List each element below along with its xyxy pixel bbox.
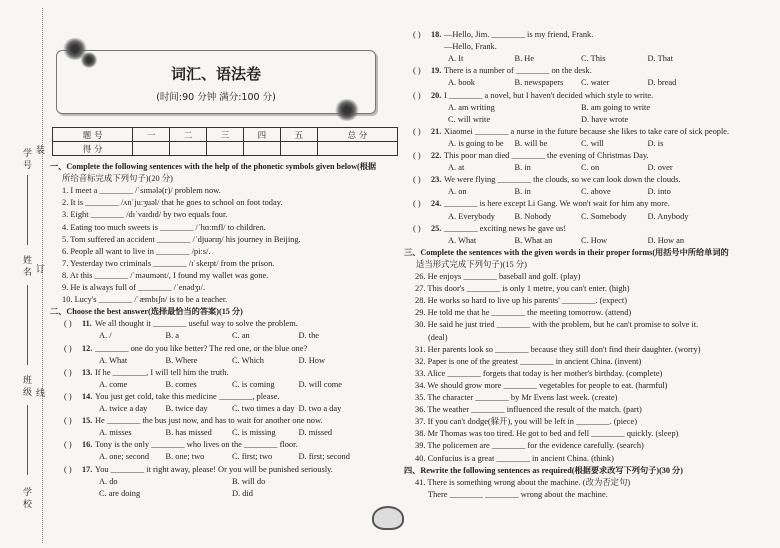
cell: 总 分 bbox=[317, 128, 397, 142]
question-number: 23. bbox=[431, 175, 442, 185]
answer-bracket[interactable]: ( ) bbox=[413, 126, 421, 136]
option-c[interactable]: C. will bbox=[581, 138, 604, 148]
question-text: ________ one do you like better? The red one, or the blue one? bbox=[95, 343, 308, 353]
option-d[interactable]: D. bread bbox=[647, 78, 677, 88]
option-d[interactable]: D. over bbox=[647, 163, 673, 173]
word-form-question: 30. He said he just tried ________ with the problem, but he can't promise to solve it. bbox=[415, 320, 699, 330]
question-number: 24. bbox=[431, 199, 442, 209]
school-rule bbox=[27, 405, 28, 475]
binding-char: 装 bbox=[36, 146, 46, 156]
option-b[interactable]: B. twice day bbox=[165, 404, 208, 413]
cell: 三 bbox=[207, 128, 244, 142]
option-a[interactable]: A. What bbox=[99, 355, 128, 365]
option-b[interactable]: B. comes bbox=[165, 379, 197, 389]
cell: 二 bbox=[170, 128, 207, 142]
question-text: —Hello, Jim. ________ is my friend, Frank. bbox=[444, 30, 594, 39]
question-text: ________ is here except Li Gang. We won't wait for him any more. bbox=[444, 199, 670, 209]
flower-ornament-icon bbox=[334, 99, 360, 121]
question-number: 13. bbox=[82, 367, 93, 377]
question-text: Tony is the only ________ who lives on the ________ floor. bbox=[95, 440, 298, 450]
question-number: 25. bbox=[431, 223, 442, 233]
phonetic-question: 2. It is ________ /ʌnˈjuːʒuəl/ that he goes to school on foot today. bbox=[62, 198, 283, 208]
option-b[interactable]: B. Nobody bbox=[514, 211, 552, 221]
section-heading-cont: 所给音标完成下列句子)(20 分) bbox=[62, 174, 173, 184]
cell: 一 bbox=[133, 128, 170, 142]
option-b[interactable]: B. He bbox=[514, 54, 535, 64]
option-d[interactable]: D. two a day bbox=[298, 404, 342, 413]
exam-info: (时间:90 分钟 满分:100 分) bbox=[156, 92, 276, 103]
word-form-question: 38. Mr Thomas was too tired. He got to bed and fell ________ quickly. (sleep) bbox=[415, 429, 679, 439]
question-number: 14. bbox=[82, 391, 93, 401]
cell: 题 号 bbox=[53, 128, 133, 142]
option-c[interactable]: C. first; two bbox=[232, 452, 273, 462]
section-heading: 二、Choose the best answer(选择最恰当的答案)(15 分) bbox=[50, 307, 243, 317]
phonetic-question: 4. Eating too much sweets is ________ /ˈhɑːmfl/ to children. bbox=[62, 222, 266, 232]
word-form-question: 33. Alice ________ forgets that today is her mother's birthday. (complete) bbox=[415, 368, 663, 378]
option-c[interactable]: C. This bbox=[581, 54, 606, 64]
word-form-question: 32. Paper is one of the greatest ________ in ancient China. (invent) bbox=[415, 356, 642, 366]
word-form-question: 40. Confucius is a great ________ in ancient China. (think) bbox=[415, 453, 614, 463]
question-number: 22. bbox=[431, 151, 442, 160]
rewrite-answer-line: There ________ ________ wrong about the machine. bbox=[428, 489, 608, 499]
question-number: 11. bbox=[82, 319, 92, 329]
option-c[interactable]: C. Which bbox=[232, 355, 264, 365]
word-form-question: 31. Her parents look so ________ because they still don't find their daughter. (worry) bbox=[415, 344, 701, 354]
section-heading: 四、Rewrite the following sentences as required(根据要求改写下列句子)(30 分) bbox=[404, 465, 683, 475]
answer-bracket[interactable]: ( ) bbox=[413, 223, 421, 233]
question-number: 20. bbox=[431, 90, 442, 100]
binding-char: 线 bbox=[36, 389, 46, 399]
option-d[interactable]: D. That bbox=[647, 54, 673, 64]
option-a[interactable]: A. book bbox=[448, 78, 475, 88]
question-number: 21. bbox=[431, 126, 442, 136]
option-c[interactable]: C. on bbox=[581, 163, 600, 173]
option-c[interactable]: C. is coming bbox=[232, 379, 275, 389]
question-text: Xiaomei ________ a nurse in the future because she likes to take care of sick people. bbox=[444, 126, 730, 136]
phonetic-question: 8. At this ________ /ˈməumənt/, I found my wallet was gone. bbox=[62, 270, 269, 280]
option-c[interactable]: C. above bbox=[581, 187, 611, 197]
option-b[interactable]: B. newspapers bbox=[514, 78, 564, 88]
option-a[interactable]: A. What bbox=[448, 235, 477, 245]
option-a[interactable]: A. am writing bbox=[448, 102, 495, 112]
option-d[interactable]: D. will come bbox=[298, 379, 342, 389]
answer-bracket[interactable]: ( ) bbox=[413, 66, 421, 76]
phonetic-question: 9. He is always full of ________ /ˈenədʒɪ/. bbox=[62, 283, 206, 292]
option-d[interactable]: D. have wrote bbox=[581, 114, 629, 124]
word-form-question: 27. This door's ________ is only 1 metre, you can't enter. (high) bbox=[415, 284, 630, 294]
option-c[interactable]: C. water bbox=[581, 78, 610, 88]
option-d[interactable]: D. How an bbox=[647, 235, 685, 245]
word-form-question: 28. He works so hard to live up his parents' ________. (expect) bbox=[415, 296, 628, 306]
option-c[interactable]: C. will write bbox=[448, 114, 491, 124]
question-text: I ________ a novel, but I haven't decided which style to write. bbox=[444, 90, 654, 100]
option-b[interactable]: B. a bbox=[165, 331, 179, 341]
answer-bracket[interactable]: ( ) bbox=[413, 175, 421, 185]
option-a[interactable]: A. misses bbox=[99, 428, 132, 438]
option-a[interactable]: A. Everybody bbox=[448, 211, 495, 221]
option-a[interactable]: A. at bbox=[448, 163, 465, 173]
cell: 四 bbox=[243, 128, 280, 142]
question-number: 12. bbox=[82, 343, 93, 353]
page-title: 词汇、语法卷 bbox=[170, 65, 261, 83]
class-label: 班级 bbox=[21, 375, 31, 399]
cell: 五 bbox=[280, 128, 317, 142]
option-d[interactable]: D. the bbox=[298, 331, 319, 341]
option-a[interactable]: A. do bbox=[99, 476, 118, 486]
score-table-score-row bbox=[53, 142, 398, 156]
option-c[interactable]: C. How bbox=[581, 235, 608, 245]
answer-bracket[interactable]: ( ) bbox=[64, 416, 72, 426]
option-d[interactable]: D. How bbox=[298, 355, 326, 365]
option-c[interactable]: C. is missing bbox=[232, 428, 276, 438]
question-number: 17. bbox=[82, 464, 93, 474]
question-text: There is a number of ________ on the desk. bbox=[444, 66, 592, 76]
question-number: 19. bbox=[431, 66, 442, 76]
answer-bracket[interactable]: ( ) bbox=[413, 199, 421, 209]
section-heading-cont: 适当形式完成下列句子)(15 分) bbox=[416, 259, 527, 269]
word-form-question: 36. The weather ________ influenced the result of the match. (part) bbox=[415, 405, 642, 415]
option-d[interactable]: D. Anybody bbox=[647, 211, 689, 221]
word-form-question: 37. If you can't dodge(躲开), you will be left in ________. (piece) bbox=[415, 417, 637, 427]
rewrite-question: 41. There is something wrong about the machine. (改为否定句) bbox=[415, 477, 631, 487]
section-heading: 一、Complete the following sentences with the help of the phonetic symbols given below(根据 bbox=[50, 162, 377, 171]
score-table bbox=[52, 127, 398, 156]
option-b[interactable]: B. Where bbox=[165, 355, 198, 365]
score-cell[interactable] bbox=[280, 142, 317, 156]
question-text: —Hello, Frank. bbox=[444, 42, 497, 52]
option-b[interactable]: B. am going to write bbox=[581, 102, 651, 112]
title-banner bbox=[56, 50, 376, 114]
phonetic-question: 5. Tom suffered an accident ________ /ˈdjuərɪŋ/ his journey in Beijing. bbox=[62, 234, 301, 244]
question-text: If he ________, I will tell him the truth. bbox=[95, 367, 229, 377]
binding-line bbox=[42, 8, 43, 543]
answer-bracket[interactable]: ( ) bbox=[64, 319, 72, 329]
word-form-question: 34. We should grow more ________ vegetables for people to eat. (harmful) bbox=[415, 380, 668, 390]
phonetic-question: 1. I meet a ________ /ˈsɪmələ(r)/ problem now. bbox=[62, 186, 221, 196]
question-text: You just get cold, take this medicine ________, please. bbox=[95, 391, 280, 401]
option-c[interactable]: C. are doing bbox=[99, 488, 141, 498]
question-text: He ________ the bus just now, and has to wait for another one now. bbox=[95, 416, 323, 426]
option-b[interactable]: B. has missed bbox=[165, 428, 212, 438]
option-c[interactable]: C. an bbox=[232, 331, 250, 341]
answer-bracket[interactable]: ( ) bbox=[413, 151, 421, 160]
phonetic-question: 3. Eight ________ /dɪˈvaɪdɪd/ by two equals four. bbox=[62, 210, 228, 220]
option-c[interactable]: C. two times a day bbox=[232, 404, 295, 413]
option-a[interactable]: A. one; second bbox=[99, 452, 150, 462]
school-label: 学校 bbox=[21, 487, 31, 511]
page-emblem-icon bbox=[372, 506, 404, 530]
answer-bracket[interactable]: ( ) bbox=[64, 367, 72, 377]
option-d[interactable]: D. first; second bbox=[298, 452, 350, 462]
option-c[interactable]: C. Somebody bbox=[581, 211, 627, 221]
option-a[interactable]: A. is going to be bbox=[448, 138, 504, 148]
option-a[interactable]: A. twice a day bbox=[99, 404, 148, 413]
answer-bracket[interactable]: ( ) bbox=[413, 90, 421, 100]
student-id-label: 学号 bbox=[21, 148, 31, 172]
score-table-header-row bbox=[53, 128, 398, 142]
option-b[interactable]: B. one; two bbox=[165, 452, 205, 462]
question-text: ________ exciting news he gave us! bbox=[444, 223, 567, 233]
score-cell[interactable] bbox=[243, 142, 280, 156]
option-d[interactable]: D. did bbox=[232, 488, 253, 498]
option-b[interactable]: B. will do bbox=[232, 476, 266, 486]
score-cell[interactable] bbox=[317, 142, 397, 156]
option-a[interactable]: A. It bbox=[448, 54, 464, 64]
phonetic-question: 6. People all want to live in ________ /piːs/. bbox=[62, 246, 211, 256]
option-b[interactable]: B. What an bbox=[514, 235, 553, 245]
binding-char: 订 bbox=[36, 265, 46, 275]
option-a[interactable]: A. on bbox=[448, 187, 467, 197]
question-text: We all thought it ________ useful way to solve the problem. bbox=[95, 319, 298, 329]
word-form-question: 39. The policemen are ________ for the evidence carefully. (search) bbox=[415, 441, 644, 451]
option-b[interactable]: B. will be bbox=[514, 138, 548, 148]
score-cell[interactable] bbox=[133, 142, 170, 156]
score-cell[interactable] bbox=[207, 142, 244, 156]
question-number: 18. bbox=[431, 30, 442, 39]
question-text: This poor man died ________ the evening of Christmas Day. bbox=[444, 151, 649, 160]
word-form-question: 29. He told me that he ________ the meeting tomorrow. (attend) bbox=[415, 308, 632, 318]
name-rule bbox=[27, 175, 28, 245]
flower-ornament-icon bbox=[80, 52, 98, 68]
cell: 得 分 bbox=[53, 142, 133, 156]
class-rule bbox=[27, 285, 28, 365]
answer-bracket[interactable]: ( ) bbox=[64, 343, 72, 353]
question-number: 15. bbox=[82, 416, 93, 426]
score-cell[interactable] bbox=[170, 142, 207, 156]
name-label: 姓名 bbox=[21, 255, 31, 279]
option-a[interactable]: A. come bbox=[99, 379, 128, 389]
question-text: You ________ it right away, please! Or you will be punished seriously. bbox=[95, 464, 333, 474]
word-form-question: 26. He enjoys ________ baseball and golf. (play) bbox=[415, 272, 581, 281]
option-b[interactable]: B. in bbox=[514, 163, 531, 173]
option-d[interactable]: D. is bbox=[647, 138, 664, 148]
answer-bracket[interactable]: ( ) bbox=[64, 391, 72, 401]
option-a[interactable]: A. / bbox=[99, 331, 112, 341]
option-b[interactable]: B. in bbox=[514, 187, 531, 197]
option-d[interactable]: D. missed bbox=[298, 428, 332, 438]
word-form-question: 35. The character ________ by Mr Evens last week. (create) bbox=[415, 393, 618, 402]
word-form-question: (deal) bbox=[428, 332, 448, 342]
answer-bracket[interactable]: ( ) bbox=[64, 464, 72, 474]
question-number: 16. bbox=[82, 440, 93, 450]
section-heading: 三、Complete the sentences with the given words in their proper forms(用括号中所给单词的 bbox=[404, 247, 729, 257]
answer-bracket[interactable]: ( ) bbox=[64, 440, 72, 450]
phonetic-question: 10. Lucy's ________ /ˈæmbɪʃn/ is to be a teacher. bbox=[62, 295, 228, 305]
answer-bracket[interactable]: ( ) bbox=[413, 30, 421, 39]
question-text: We were flying ________ the clouds, so we can look down the clouds. bbox=[444, 175, 681, 185]
option-d[interactable]: D. into bbox=[647, 187, 671, 197]
phonetic-question: 7. Yesterday two criminals ________ /ɪˈskeɪpt/ from the prison. bbox=[62, 258, 275, 268]
